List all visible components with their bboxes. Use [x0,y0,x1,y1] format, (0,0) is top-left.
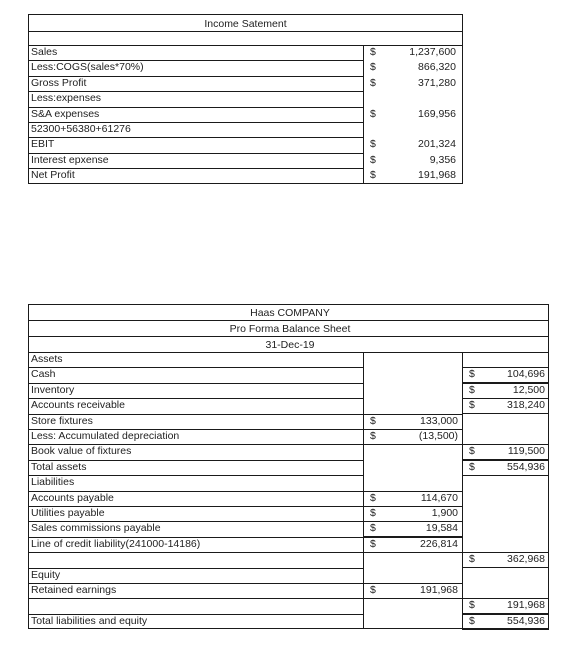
balance-row-label: Total liabilities and equity [31,614,148,627]
balance-total-value: 12,500 [512,383,545,396]
balance-currency-sign-2: $ [469,368,475,381]
income-currency-sign: $ [370,76,376,89]
balance-subtotal-value: 226,814 [420,537,458,550]
balance-currency-sign-2: $ [469,553,475,566]
balance-row-label: Accounts payable [31,491,114,504]
balance-value-cell-1 [363,583,463,599]
balance-row-divider [28,475,363,476]
balance-row-divider [28,598,363,599]
balance-row-label: Equity [31,568,61,581]
balance-value-cell-1 [363,491,463,507]
balance-value-cell-1 [363,414,463,430]
balance-company-name: Haas COMPANY [250,307,330,319]
income-currency-sign: $ [370,138,376,151]
balance-row-divider [28,552,363,553]
income-row-value: 191,968 [418,169,456,182]
balance-row-divider [28,367,363,368]
income-row-label: Less:COGS(sales*70%) [31,61,144,74]
balance-value-cell-2 [462,614,549,630]
balance-currency-sign-2: $ [469,614,475,627]
balance-currency-sign-2: $ [469,399,475,412]
balance-currency-sign-1: $ [370,522,376,535]
balance-currency-sign-2: $ [469,383,475,396]
balance-value-cell-1 [363,429,463,445]
income-title-divider [28,31,463,32]
balance-total-value: 554,936 [507,460,545,473]
balance-value-cell-2 [462,398,549,414]
balance-header-divider-1 [28,320,549,321]
balance-currency-sign-1: $ [370,430,376,442]
balance-total-value: 318,240 [507,399,545,412]
balance-row-divider [28,383,363,384]
balance-currency-sign-1: $ [370,491,376,504]
balance-currency-sign-1: $ [370,537,376,550]
balance-subtotal-value: 133,000 [420,414,458,427]
income-currency-sign: $ [370,107,376,120]
balance-subtotal-value: (13,500) [418,430,458,442]
income-row-value: 169,956 [418,107,456,120]
balance-value-cell-2 [462,552,549,568]
balance-row-label: Utilities payable [31,507,105,519]
balance-value-cell-1 [363,537,463,553]
income-row-divider [28,168,363,169]
income-row-label: Gross Profit [31,76,87,89]
income-row-value: 866,320 [418,61,456,74]
income-row-value: 371,280 [418,76,456,89]
balance-row-label: Less: Accumulated depreciation [31,430,180,442]
balance-currency-sign-2: $ [469,599,475,612]
income-col-divider [363,45,364,184]
income-statement-title: Income Satement [204,18,287,30]
income-row-value: 9,356 [429,153,456,166]
balance-currency-sign-1: $ [370,507,376,519]
income-row-value: 1,237,600 [409,46,456,58]
income-row-label: EBIT [31,138,55,151]
balance-total-value: 191,968 [507,599,545,612]
balance-row-label: Retained earnings [31,584,117,596]
balance-header-divider-2 [28,336,549,337]
balance-row-label: Book value of fixtures [31,445,132,458]
balance-currency-sign-1: $ [370,584,376,596]
income-currency-sign: $ [370,46,376,58]
balance-header-divider-3 [28,352,549,353]
balance-value-cell-1 [363,506,463,522]
balance-row-label: Inventory [31,383,75,396]
balance-row-label: Line of credit liability(241000-14186) [31,537,201,550]
income-row-divider [28,137,363,138]
balance-value-cell-2 [462,383,549,399]
balance-value-cell-2 [462,460,549,476]
balance-total-value: 104,696 [507,368,545,381]
balance-value-cell-2 [462,444,549,460]
balance-value-cell-2 [462,598,549,614]
balance-row-label: Liabilities [31,476,75,489]
income-currency-sign: $ [370,169,376,182]
income-row-label: Interest epxense [31,153,109,166]
balance-total-value: 362,968 [507,553,545,566]
balance-total-value: 119,500 [507,445,545,458]
balance-value-cell-2 [462,367,549,383]
balance-sheet-subtitle: Pro Forma Balance Sheet [229,323,351,335]
balance-subtotal-value: 191,968 [420,584,458,596]
balance-row-label: Sales commissions payable [31,522,161,535]
income-currency-sign: $ [370,153,376,166]
balance-currency-sign-1: $ [370,414,376,427]
income-currency-sign: $ [370,61,376,74]
balance-value-cell-1 [363,521,463,537]
balance-currency-sign-2: $ [469,445,475,458]
balance-currency-sign-2: $ [469,460,475,473]
income-row-value: 201,324 [418,138,456,151]
balance-subtotal-value: 19,584 [425,522,458,535]
balance-total-value: 554,936 [507,614,545,627]
balance-sheet-date: 31-Dec-19 [265,339,315,351]
income-row-label: Sales [31,46,58,58]
income-row-label: Net Profit [31,169,75,182]
balance-row-label: Cash [31,368,56,381]
balance-row-label: Accounts receivable [31,399,125,412]
balance-row-label: Assets [31,353,63,365]
balance-row-divider [28,568,363,569]
income-row-label: S&A expenses [31,107,100,120]
balance-row-label: Store fixtures [31,414,93,427]
balance-subtotal-value: 114,670 [420,491,458,504]
income-row-label: 52300+56380+61276 [31,123,131,135]
balance-row-label: Total assets [31,460,87,473]
income-row-label: Less:expenses [31,92,102,105]
balance-subtotal-value: 1,900 [431,507,458,519]
